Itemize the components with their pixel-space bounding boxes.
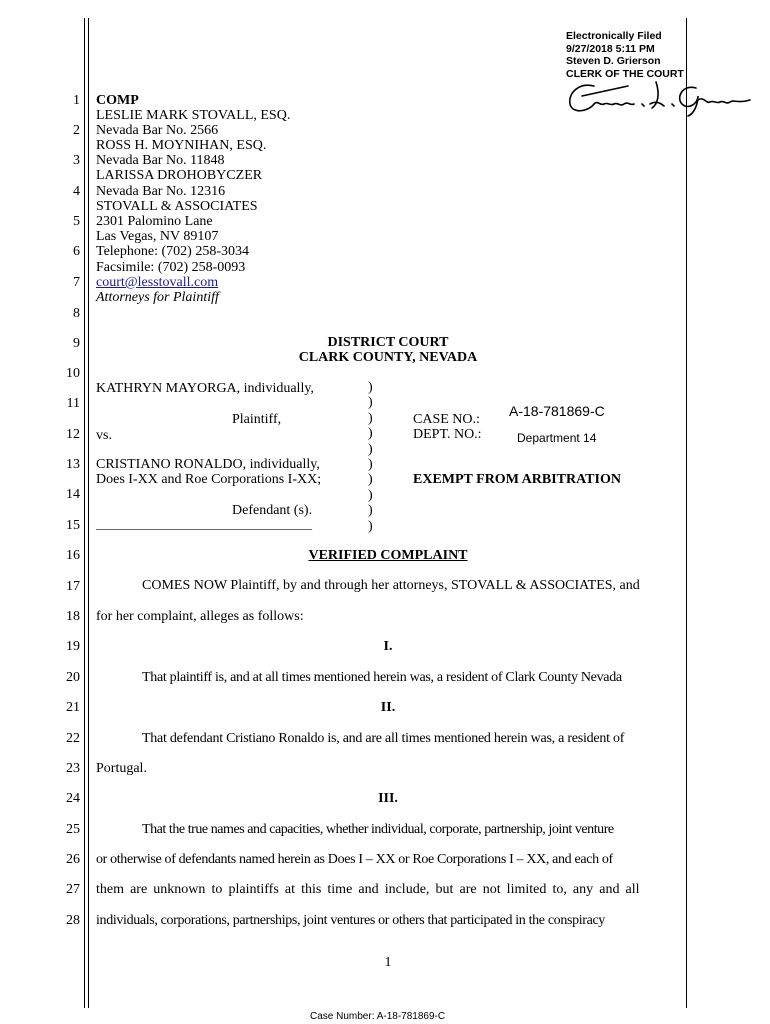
line-number: 14 [66, 487, 80, 502]
court-name: DISTRICT COURT [327, 335, 449, 350]
line-number: 18 [66, 609, 80, 624]
document-code: COMP [96, 93, 139, 108]
electronic-filing-stamp [566, 30, 684, 80]
clerk-name: Steven D. Grierson [566, 55, 661, 67]
line-number: 13 [66, 457, 80, 472]
plaintiff-name: KATHRYN MAYORGA, individually, [96, 381, 314, 396]
line-number: 10 [66, 366, 80, 381]
defendant-name: CRISTIANO RONALDO, individually, [96, 457, 320, 472]
line-number: 4 [73, 184, 80, 199]
plaintiff-role: Plaintiff, [232, 412, 282, 427]
paragraph-2-line-2: Portugal. [96, 761, 147, 776]
versus-label: vs. [96, 428, 112, 443]
attorney-line: LESLIE MARK STOVALL, ESQ. [96, 108, 291, 123]
department-number: Department 14 [517, 431, 597, 445]
line-number: 21 [66, 700, 80, 715]
paragraph-2-line-1: That defendant Cristiano Ronaldo is, and are all times mentioned herein was, a resident of [142, 731, 625, 746]
page-number: 1 [384, 955, 392, 970]
line-number: 26 [66, 852, 80, 867]
attorney-line: 2301 Palomino Lane [96, 214, 213, 229]
section-heading-1: I. [383, 639, 393, 654]
defendant-role: Defendant (s). [232, 503, 313, 518]
attorney-line: Nevada Bar No. 2566 [96, 123, 219, 138]
line-number: 6 [73, 244, 80, 259]
line-number: 16 [66, 548, 80, 563]
left-margin-rule-inner [88, 18, 89, 1008]
line-number: 7 [73, 275, 80, 290]
line-number: 5 [73, 214, 80, 229]
right-margin-rule [686, 18, 687, 1008]
intro-line-1: COMES NOW Plaintiff, by and through her attorneys, STOVALL & ASSOCIATES, and [142, 578, 640, 593]
line-number: 19 [66, 639, 80, 654]
line-number: 9 [73, 336, 80, 351]
attorney-line: ROSS H. MOYNIHAN, ESQ. [96, 138, 267, 153]
line-number: 23 [66, 761, 80, 776]
line-number: 1 [73, 93, 80, 108]
attorney-line: Facsimile: (702) 258-0093 [96, 260, 246, 275]
clerk-signature [564, 74, 754, 120]
footer-case-number: Case Number: A-18-781869-C [310, 1011, 446, 1022]
paragraph-3-line-4: individuals, corporations, partnerships, joint ventures or others that participated in the conspiracy [96, 913, 605, 928]
paragraph-3-line-1: That the true names and capacities, whether individual, corporate, partnership, joint venture [142, 822, 614, 837]
line-number: 25 [66, 822, 80, 837]
left-margin-rule-outer [84, 18, 85, 1008]
clerk-title: CLERK OF THE COURT [566, 67, 684, 80]
section-heading-2: II. [380, 700, 396, 715]
line-number: 28 [66, 913, 80, 928]
caption-underline: ____________________________________ [96, 517, 312, 531]
line-number: 8 [73, 306, 80, 321]
line-number: 12 [66, 427, 80, 442]
attorney-line: Las Vegas, NV 89107 [96, 229, 219, 244]
line-number: 15 [66, 518, 80, 533]
department-label: DEPT. NO.: [413, 427, 482, 442]
filed-date: 9/27/2018 5:11 PM [566, 42, 655, 55]
paragraph-1: That plaintiff is, and at all times mentioned herein was, a resident of Clark County Nevada [142, 670, 622, 685]
court-county: CLARK COUNTY, NEVADA [298, 350, 478, 365]
intro-line-2: for her complaint, alleges as follows: [96, 609, 304, 624]
caption-parentheses: ) ) ) ) ) ) ) ) ) ) [368, 380, 373, 534]
line-number: 27 [66, 882, 80, 897]
document-title: VERIFIED COMPLAINT [308, 548, 468, 563]
attorney-line: Telephone: (702) 258-3034 [96, 244, 249, 259]
paragraph-3-line-2: or otherwise of defendants named herein as Does I – XX or Roe Corporations I – XX, and each of [96, 852, 613, 867]
line-number: 2 [73, 123, 80, 138]
attorney-line: STOVALL & ASSOCIATES [96, 199, 258, 214]
line-number: 24 [66, 791, 80, 806]
line-number: 17 [66, 579, 80, 594]
line-number: 22 [66, 731, 80, 746]
line-number: 11 [66, 396, 80, 411]
attorney-line: Nevada Bar No. 12316 [96, 184, 226, 199]
line-number: 3 [73, 153, 80, 168]
paragraph-3-line-3: them are unknown to plaintiffs at this time and include, but are not limited to, any and all [96, 882, 640, 897]
case-number: A-18-781869-C [509, 403, 605, 419]
attorney-role: Attorneys for Plaintiff [96, 290, 219, 305]
exempt-from-arbitration: EXEMPT FROM ARBITRATION [413, 472, 621, 487]
attorney-line: Nevada Bar No. 11848 [96, 153, 225, 168]
case-number-label: CASE NO.: [413, 412, 480, 427]
attorney-line: LARISSA DROHOBYCZER [96, 168, 263, 183]
attorney-email-link[interactable]: court@lesstovall.com [96, 275, 219, 290]
filed-label: Electronically Filed [566, 30, 662, 42]
defendant-does: Does I-XX and Roe Corporations I-XX; [96, 472, 322, 487]
line-number: 20 [66, 670, 80, 685]
section-heading-3: III. [378, 791, 398, 806]
